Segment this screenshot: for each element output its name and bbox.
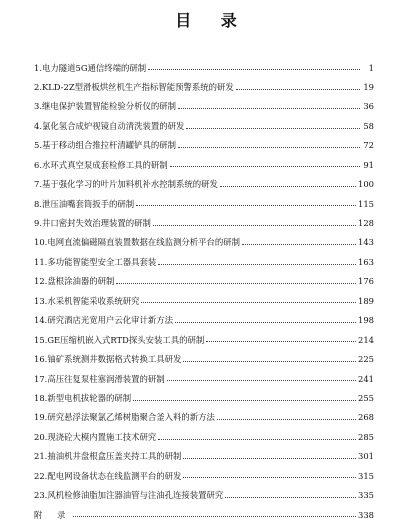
toc-page-number: 115 [358,198,374,209]
toc-entry-title: 18.新型电机拔轮器的研制 [34,392,132,403]
toc-entry[interactable] [34,427,374,446]
toc-entry-title: 8.泄压油嘴套筒扳手的研制 [34,198,135,209]
toc-page-number: 198 [358,315,374,326]
toc-entry-title: 1.电力隧道5G通信终端的研制 [34,62,147,73]
dot-leader [170,166,360,167]
toc-page-number: 335 [358,490,374,501]
toc-entry-title: 5.基于移动组合推拉杆清罐铲具的研制 [34,140,176,151]
toc-entry[interactable] [34,408,374,427]
toc-page-number: 214 [358,334,374,345]
toc-entry-title: 6.水环式真空泵成套检修工具的研制 [34,159,168,170]
toc-page-number: 58 [363,120,374,131]
toc-entry-title: 15.GE压缩机嵌入式RTD探头安装工具的研制 [34,334,205,345]
dot-leader [133,400,356,401]
dot-leader [148,69,360,70]
toc-entry-title: 22.配电网设备状态在线监测平台的研发 [34,470,182,481]
toc-entry[interactable] [34,214,374,233]
toc-entry-title: 附 录 [34,509,72,520]
toc-page-number: 91 [363,159,374,170]
toc-entry-title: 17.高压往复泵柱塞润滑装置的研制 [34,373,165,384]
toc-page-number: 338 [358,509,374,520]
toc-entry[interactable] [34,116,374,135]
toc-page-number: 189 [358,295,374,306]
dot-leader [186,128,360,129]
dot-leader [220,186,356,187]
dot-leader [183,361,356,362]
toc-entry-title: 13.水采机智能采收系统研究 [34,295,140,306]
toc-page-number: 268 [358,412,374,423]
toc-entry-title: 21.抽油机井盘根盒压盖夹持工具的研制 [34,451,182,462]
dot-leader [167,380,356,381]
table-of-contents [34,58,374,525]
toc-entry[interactable] [34,311,374,330]
toc-entry[interactable] [34,369,374,388]
toc-entry-title: 10.电网直流偏磁隔直装置数据在线监测分析平台的研制 [34,237,240,248]
dot-leader [158,439,356,440]
toc-entry-title: 4.氯化氢合成炉视镜自动清洗装置的研发 [34,120,185,131]
page-title: 目 录 [175,11,249,30]
toc-entry[interactable] [34,136,374,155]
dot-leader [183,477,356,478]
toc-entry[interactable] [34,388,374,407]
toc-entry[interactable] [34,486,374,505]
dot-leader [175,322,356,323]
toc-page-number: 255 [358,392,374,403]
dot-leader [236,89,360,90]
toc-page-number: 176 [358,276,374,287]
toc-entry[interactable] [34,272,374,291]
toc-entry-title: 7.基于强化学习的叶片加料机补水控制系统的研发 [34,179,218,190]
toc-entry[interactable] [34,194,374,213]
toc-entry[interactable] [34,466,374,485]
toc-entry-title: 20.现浇砼大模内置施工技术研究 [34,431,157,442]
toc-entry[interactable] [34,58,374,77]
toc-entry-title: 9.井口密封失效治理装置的研制 [34,218,151,229]
toc-page-number: 225 [358,354,374,365]
dot-leader [217,419,356,420]
toc-entry-title: 14.研究酒店光宽用户云化审计新方法 [34,315,173,326]
toc-entry-title: 11.多功能智能型安全工器具套装 [34,256,157,267]
toc-entry-title: 12.盘根涂油器的研制 [34,276,115,287]
toc-page-number: 241 [358,373,374,384]
toc-entry[interactable] [34,97,374,116]
toc-page-number: 72 [363,140,374,151]
dot-leader [206,341,356,342]
dot-leader [158,264,356,265]
dot-leader [141,302,356,303]
toc-page-number: 301 [358,451,374,462]
toc-entry[interactable] [34,291,374,310]
dot-leader [116,283,356,284]
toc-page-number: 19 [363,81,374,92]
toc-entry-title: 23.风机检修油脂加注器油管与注油孔连接装置研究 [34,490,224,501]
toc-entry[interactable] [34,447,374,466]
dot-leader [178,147,360,148]
toc-entry[interactable] [34,77,374,96]
dot-leader [73,516,356,517]
toc-entry[interactable] [34,175,374,194]
toc-page-number: 128 [358,218,374,229]
toc-page-number: 100 [358,179,374,190]
toc-page-number: 36 [363,101,374,112]
toc-entry-title: 19.研究悬浮法聚氯乙烯树脂聚合釜入料的新方法 [34,412,215,423]
toc-entry[interactable] [34,330,374,349]
dot-leader [242,244,356,245]
dot-leader [225,497,356,498]
toc-page-number: 1 [368,62,374,73]
toc-page-number: 315 [358,470,374,481]
toc-entry[interactable] [34,155,374,174]
toc-entry-title: 16.铀矿系统测井数据格式转换工具研发 [34,354,182,365]
toc-entry-appendix[interactable] [34,505,374,524]
toc-entry[interactable] [34,350,374,369]
dot-leader [136,205,356,206]
toc-page-number: 163 [358,256,374,267]
toc-entry[interactable] [34,252,374,271]
toc-page-number: 285 [358,431,374,442]
toc-entry-title: 2.KLD-2Z型滑板烘丝机生产指标智能预警系统的研发 [34,81,234,92]
dot-leader [178,108,360,109]
dot-leader [153,225,356,226]
toc-entry-title: 3.继电保护装置智能检验分析仪的研制 [34,101,176,112]
dot-leader [183,458,356,459]
toc-entry[interactable] [34,233,374,252]
toc-page-number: 143 [358,237,374,248]
